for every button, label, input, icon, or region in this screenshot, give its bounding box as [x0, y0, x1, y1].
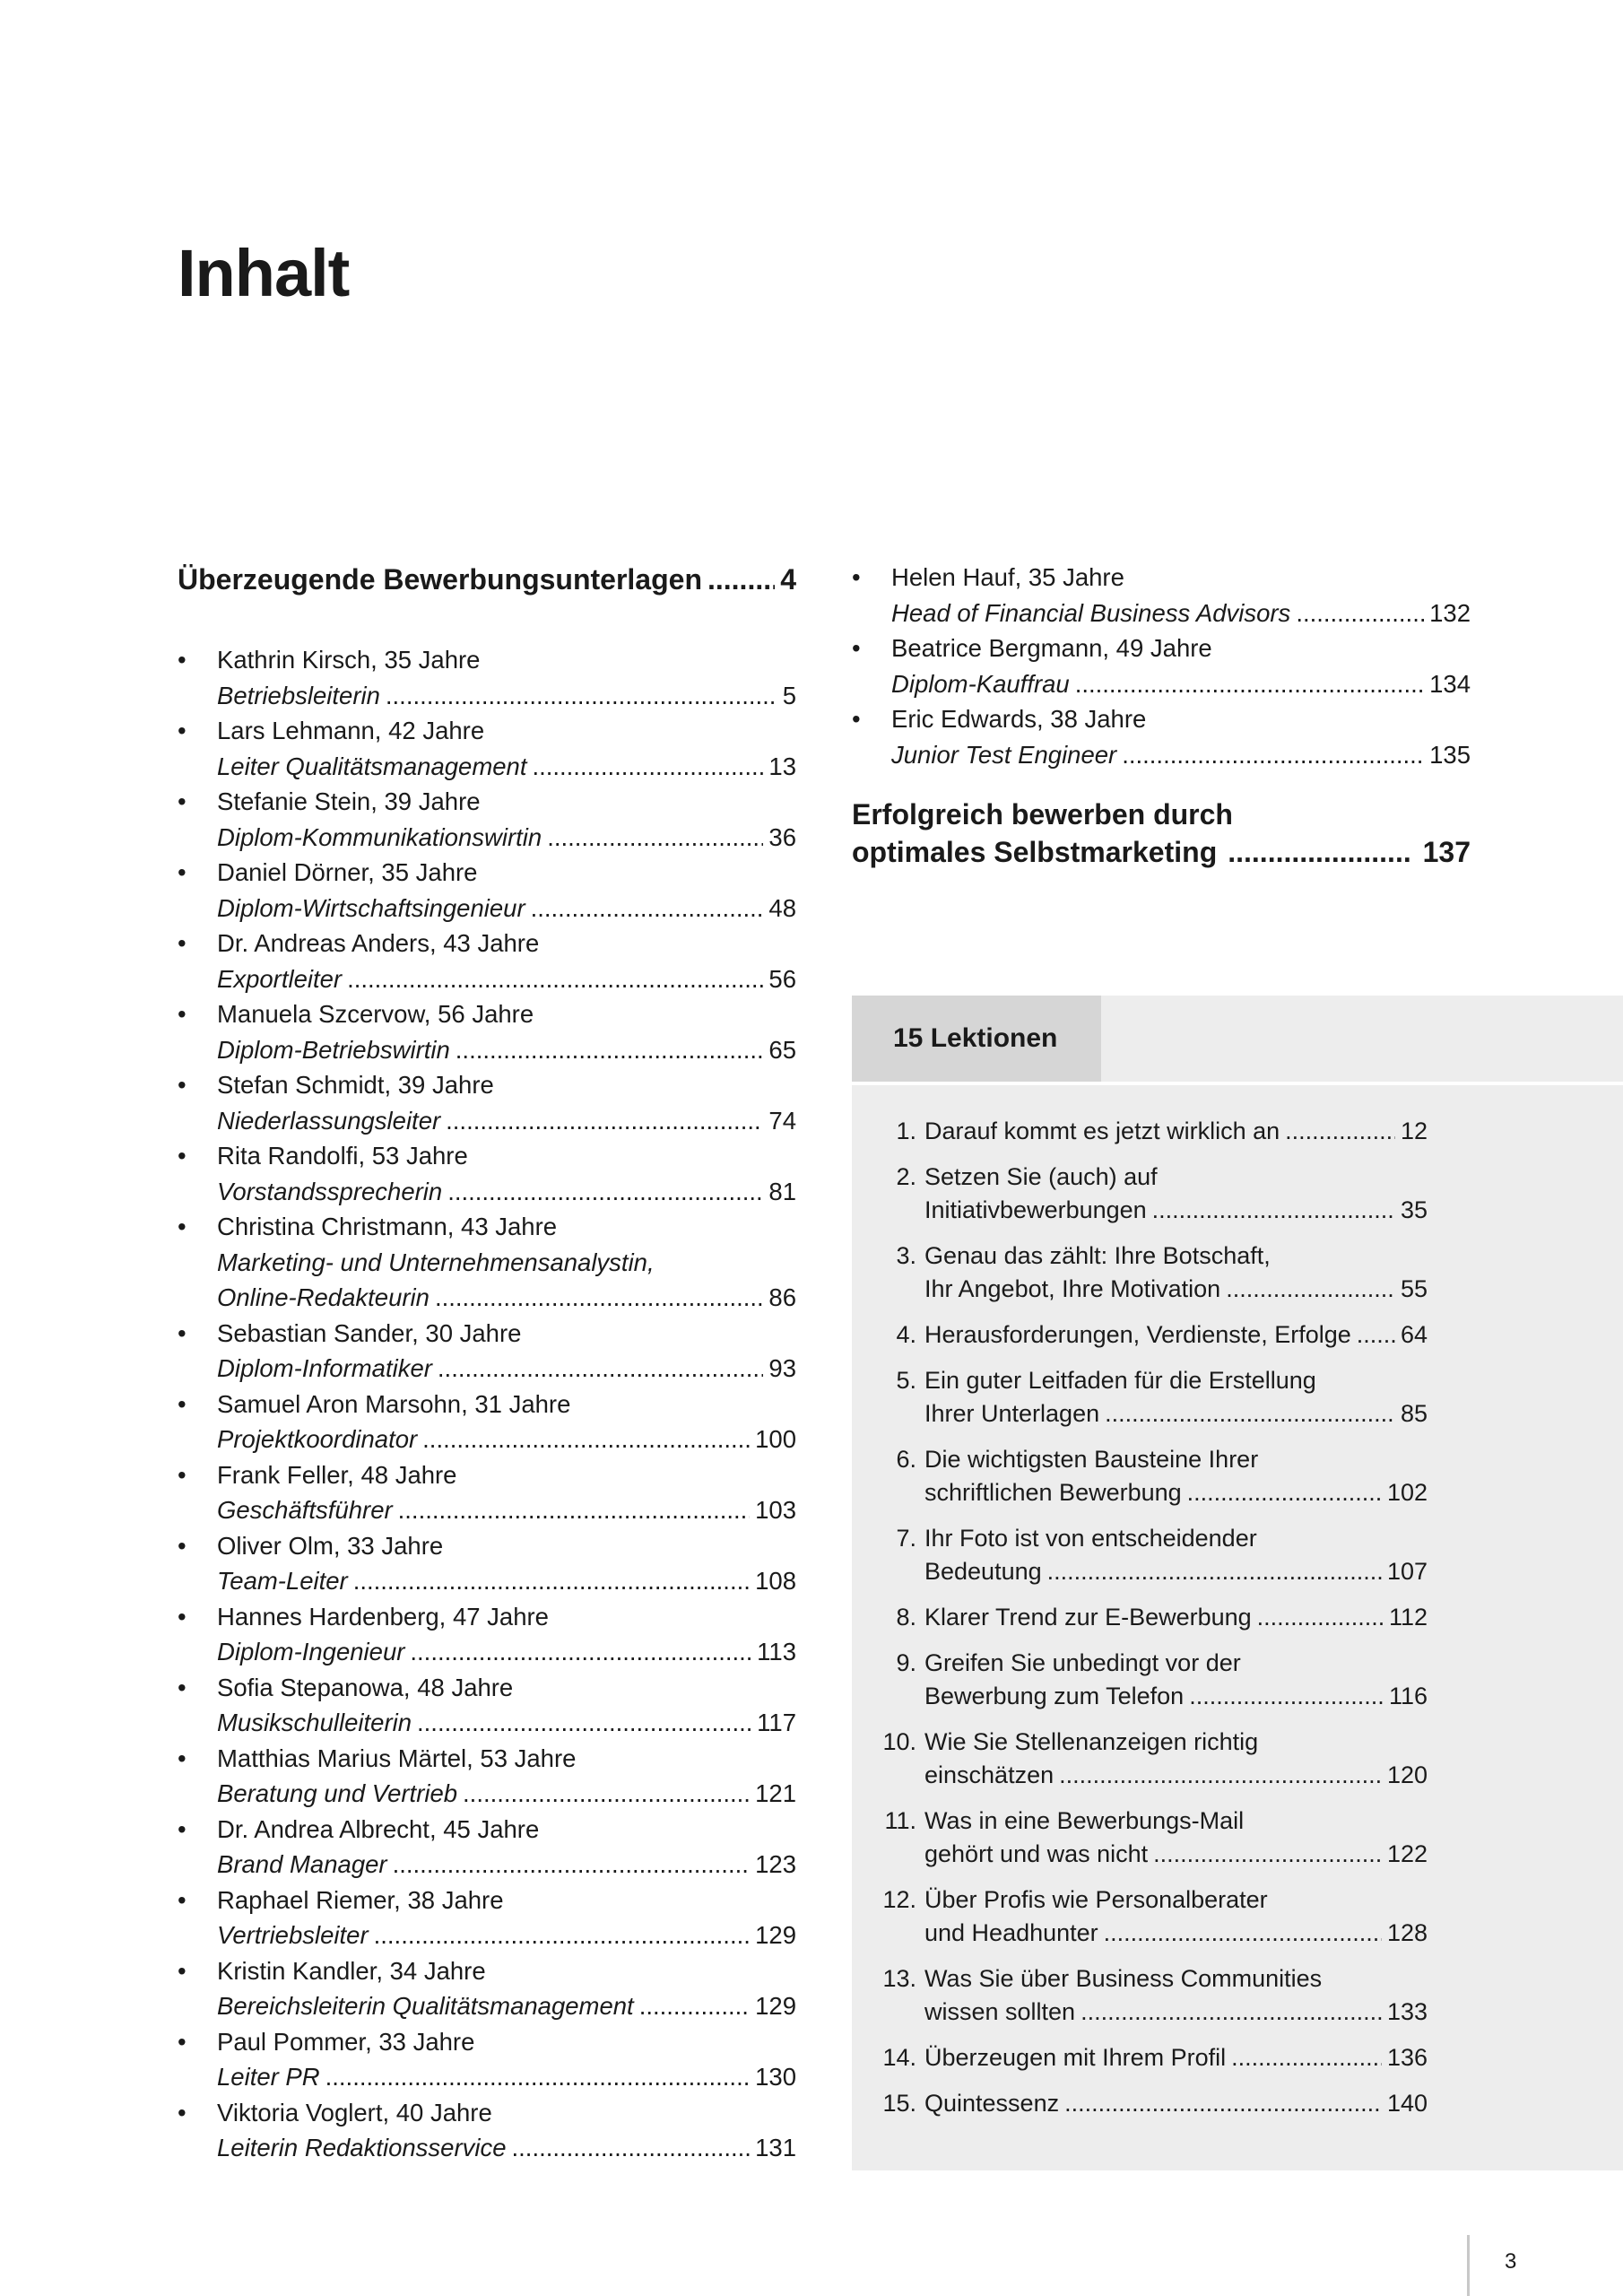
toc-entry[interactable]: [178, 642, 796, 713]
entry-role-row: [217, 1563, 796, 1599]
toc-entry[interactable]: [178, 1812, 796, 1883]
bullet-icon: •: [178, 2098, 187, 2126]
dot-leader: [463, 1776, 750, 1812]
toc-entry[interactable]: [178, 926, 796, 996]
entry-role: Musikschulleiterin: [217, 1709, 412, 1736]
lesson-title-line: Greifen Sie unbedingt vor der: [924, 1649, 1241, 1676]
lesson-title-row: [924, 1996, 1428, 2029]
lesson-page: 140: [1386, 2090, 1428, 2117]
footer-divider: [1467, 2235, 1470, 2296]
entry-role-row: [217, 678, 796, 714]
entry-list-continued: [852, 560, 1471, 772]
lesson-item[interactable]: [872, 1805, 1428, 1871]
lesson-title: Darauf kommt es jetzt wirklich an: [924, 1118, 1280, 1144]
lesson-number: 4.: [896, 1321, 916, 1348]
lesson-item[interactable]: [872, 1962, 1428, 2029]
toc-entry[interactable]: [178, 1067, 796, 1138]
lesson-item[interactable]: [872, 2041, 1428, 2074]
entry-role: Diplom-Informatiker: [217, 1354, 432, 1382]
entry-name: Kathrin Kirsch, 35 Jahre: [217, 646, 481, 674]
lesson-page: 116: [1388, 1683, 1428, 1709]
entry-name: Frank Feller, 48 Jahre: [217, 1460, 457, 1489]
toc-entry[interactable]: [178, 855, 796, 926]
entry-name: Eric Edwards, 38 Jahre: [891, 705, 1147, 733]
entry-page: 117: [757, 1709, 796, 1736]
entry-role: Niederlassungsleiter: [217, 1106, 441, 1135]
lesson-page: 112: [1388, 1604, 1428, 1631]
entry-role-row: [891, 596, 1471, 631]
lesson-item[interactable]: [872, 1318, 1428, 1352]
dot-leader: [398, 1492, 750, 1528]
entry-name: Manuela Szcervow, 56 Jahre: [217, 1000, 534, 1028]
toc-entry[interactable]: [178, 1599, 796, 1670]
lesson-title: Bedeutung: [924, 1558, 1042, 1585]
bullet-icon: •: [178, 1744, 187, 1772]
dot-leader: [1104, 1917, 1382, 1950]
lesson-title-line: Setzen Sie (auch) auf: [924, 1163, 1158, 1190]
lesson-number: 11.: [884, 1807, 916, 1834]
entry-role-row: [217, 1422, 796, 1457]
lesson-item[interactable]: [872, 1364, 1428, 1431]
lesson-title-row: [924, 2087, 1428, 2120]
entry-role-line: Marketing- und Unternehmensanalystin,: [217, 1248, 655, 1276]
dot-leader: [374, 1918, 750, 1953]
toc-entry[interactable]: [178, 713, 796, 784]
lesson-title: schriftlichen Bewerbung: [924, 1479, 1182, 1506]
bullet-icon: •: [178, 1389, 187, 1418]
bullet-icon: •: [178, 929, 187, 957]
entry-role: Head of Financial Business Advisors: [891, 598, 1291, 627]
dot-leader: [435, 1280, 763, 1316]
lesson-title: Überzeugen mit Ihrem Profil: [924, 2044, 1227, 2071]
bullet-icon: •: [178, 1000, 187, 1028]
dot-leader: [1296, 596, 1424, 631]
entry-page: 100: [755, 1425, 796, 1453]
dot-leader: [422, 1422, 750, 1457]
entry-name: Stefanie Stein, 39 Jahre: [217, 787, 481, 815]
lesson-number: 1.: [896, 1118, 916, 1144]
lesson-page: 85: [1400, 1400, 1428, 1427]
lesson-number: 5.: [896, 1367, 916, 1394]
entry-name: Paul Pommer, 33 Jahre: [217, 2027, 475, 2056]
dot-leader: [456, 1032, 764, 1068]
dot-leader: [1105, 1397, 1395, 1431]
toc-entry[interactable]: [852, 560, 1471, 631]
entry-page: 74: [768, 1106, 796, 1135]
bullet-icon: •: [178, 717, 187, 744]
entry-page: 129: [755, 1921, 796, 1949]
lesson-item[interactable]: [872, 2087, 1428, 2120]
entry-role: Betriebsleiterin: [217, 681, 380, 709]
dot-leader: [1231, 2041, 1382, 2074]
entry-name: Oliver Olm, 33 Jahre: [217, 1531, 444, 1560]
entry-page: 36: [768, 822, 796, 851]
lesson-title-line: Ihr Foto ist von entscheidender: [924, 1525, 1257, 1552]
lesson-number: 10.: [882, 1728, 916, 1755]
entry-role: Diplom-Ingenieur: [217, 1638, 405, 1665]
entry-page: 103: [755, 1496, 796, 1524]
dot-leader: [1357, 1318, 1395, 1352]
entry-name: Sebastian Sander, 30 Jahre: [217, 1318, 522, 1347]
lesson-page: 102: [1386, 1479, 1428, 1506]
bullet-icon: •: [178, 2027, 187, 2056]
entry-page: 129: [755, 1992, 796, 2020]
lesson-number: 8.: [896, 1604, 916, 1631]
dot-leader: [1152, 1194, 1395, 1227]
entry-role: Beratung und Vertrieb: [217, 1779, 458, 1807]
lesson-title-line: Über Profis wie Personalberater: [924, 1886, 1268, 1913]
toc-entry[interactable]: [178, 1209, 796, 1316]
lesson-number: 12.: [882, 1886, 916, 1913]
entry-role: Leiter PR: [217, 2063, 320, 2091]
toc-entry[interactable]: [852, 701, 1471, 772]
dot-leader: [438, 1351, 763, 1387]
entry-role: Junior Test Engineer: [891, 740, 1117, 769]
dot-leader: [446, 1103, 763, 1139]
dot-leader: [531, 891, 764, 926]
dot-leader: [1153, 1838, 1382, 1871]
dot-leader: [1081, 1996, 1382, 2029]
lesson-title-line: Ein guter Leitfaden für die Erstellung: [924, 1367, 1316, 1394]
bullet-icon: •: [178, 1460, 187, 1489]
entry-role: Diplom-Betriebswirtin: [217, 1035, 450, 1064]
lesson-page: 122: [1386, 1840, 1428, 1867]
bullet-icon: •: [852, 563, 861, 591]
toc-entry[interactable]: [178, 996, 796, 1067]
entry-name: Lars Lehmann, 42 Jahre: [217, 717, 485, 744]
dot-leader: [325, 2059, 750, 2095]
entry-page: 13: [768, 752, 796, 780]
lesson-item[interactable]: [872, 1239, 1428, 1306]
entry-role-row: [217, 961, 796, 997]
entry-page: 135: [1429, 740, 1471, 769]
lesson-title: Ihr Angebot, Ihre Motivation: [924, 1275, 1221, 1302]
bullet-icon: •: [178, 1531, 187, 1560]
dot-leader: [707, 560, 775, 599]
lesson-title-row: [924, 1194, 1428, 1227]
toc-entry[interactable]: [178, 1953, 796, 2024]
page-title: Inhalt: [178, 236, 350, 310]
lesson-item[interactable]: [872, 1647, 1428, 1713]
lesson-title-line: Was Sie über Business Communities: [924, 1965, 1323, 1992]
entry-role: Diplom-Wirtschaftsingenieur: [217, 893, 525, 922]
bullet-icon: •: [178, 1318, 187, 1347]
entry-role: Geschäftsführer: [217, 1496, 393, 1524]
entry-role-row: [217, 1634, 796, 1670]
entry-role-row: [217, 1776, 796, 1812]
section-heading-bewerbungsunterlagen[interactable]: [178, 560, 796, 599]
dot-leader: [1064, 2087, 1382, 2120]
entry-role-row: [891, 737, 1471, 773]
entry-name: Raphael Riemer, 38 Jahre: [217, 1885, 504, 1914]
bullet-icon: •: [178, 1213, 187, 1240]
dot-leader: [1047, 1555, 1382, 1588]
entry-role: Leiterin Redaktionsservice: [217, 2134, 507, 2161]
lesson-title: Herausforderungen, Verdienste, Erfolge: [924, 1321, 1351, 1348]
entry-page: 86: [768, 1283, 796, 1311]
dot-leader: [1059, 1759, 1382, 1792]
lesson-title: gehört und was nicht: [924, 1840, 1149, 1867]
toc-right-column: [852, 560, 1471, 871]
toc-entry[interactable]: [178, 1316, 796, 1387]
lesson-item[interactable]: [872, 1726, 1428, 1792]
lesson-page: 107: [1386, 1558, 1428, 1585]
entry-name: Beatrice Bergmann, 49 Jahre: [891, 634, 1212, 662]
toc-entry[interactable]: [178, 2095, 796, 2166]
toc-entry[interactable]: [852, 631, 1471, 701]
lesson-number: 3.: [896, 1242, 916, 1269]
lessons-divider: [852, 1082, 1623, 1085]
entry-role: Exportleiter: [217, 964, 343, 993]
entry-role-row: [217, 891, 796, 926]
dot-leader: [410, 1634, 751, 1670]
dot-leader: [1122, 737, 1424, 773]
entry-page: 81: [768, 1177, 796, 1205]
lesson-number: 15.: [882, 2090, 916, 2117]
entry-role: Online-Redakteurin: [217, 1283, 430, 1311]
lesson-title-row: [924, 1273, 1428, 1306]
entry-name: Daniel Dörner, 35 Jahre: [217, 858, 478, 886]
entry-role-row: [217, 1174, 796, 1210]
lesson-title: und Headhunter: [924, 1919, 1098, 1946]
entry-role-row: [217, 1103, 796, 1139]
entry-role-row: [217, 2130, 796, 2166]
entry-role: Vertriebsleiter: [217, 1921, 369, 1949]
lesson-item[interactable]: [872, 1883, 1428, 1950]
entry-role: Bereichsleiterin Qualitätsmanagement: [217, 1992, 634, 2020]
lesson-page: 133: [1386, 1998, 1428, 2025]
entry-name: Viktoria Voglert, 40 Jahre: [217, 2098, 492, 2126]
entry-role: Leiter Qualitätsmanagement: [217, 752, 527, 780]
entry-role-row: [217, 1847, 796, 1883]
toc-entry[interactable]: [178, 1457, 796, 1528]
section-heading-label: Überzeugende Bewerbungsunterlagen: [178, 563, 702, 596]
entry-role-row: [217, 2059, 796, 2095]
section-heading-line1: Erfolgreich bewerben durch: [852, 798, 1233, 831]
lesson-number: 14.: [882, 2044, 916, 2071]
entry-role-row: [217, 1032, 796, 1068]
entry-page: 65: [768, 1035, 796, 1064]
entry-page: 113: [757, 1638, 796, 1665]
toc-entry[interactable]: [178, 1883, 796, 1953]
lesson-title-line: Was in eine Bewerbungs-Mail: [924, 1807, 1245, 1834]
toc-entry[interactable]: [178, 1528, 796, 1599]
toc-entry[interactable]: [178, 784, 796, 855]
lesson-title-line: Genau das zählt: Ihre Botschaft,: [924, 1242, 1271, 1269]
lesson-title-row: [924, 1318, 1428, 1352]
bullet-icon: •: [852, 634, 861, 662]
section-heading-page: 137: [1422, 836, 1471, 868]
entry-page: 132: [1429, 598, 1471, 627]
dot-leader: [1226, 1273, 1395, 1306]
lesson-title-row: [924, 1680, 1428, 1713]
lesson-title-row: [924, 1917, 1428, 1950]
entry-name: Dr. Andreas Anders, 43 Jahre: [217, 929, 540, 957]
entry-page: 123: [755, 1850, 796, 1878]
lesson-item[interactable]: [872, 1601, 1428, 1634]
dot-leader: [532, 749, 763, 785]
lesson-title: einschätzen: [924, 1761, 1055, 1788]
dot-leader: [1228, 833, 1411, 871]
lesson-title-row: [924, 1115, 1428, 1148]
entry-role-row: [217, 1351, 796, 1387]
entry-name: Dr. Andrea Albrecht, 45 Jahre: [217, 1814, 540, 1843]
dot-leader: [1187, 1476, 1382, 1509]
lessons-tab: 15 Lektionen: [852, 996, 1101, 1082]
entry-page: 130: [755, 2063, 796, 2091]
lesson-page: 12: [1400, 1118, 1428, 1144]
entry-page: 48: [768, 893, 796, 922]
entry-role-row: [217, 1918, 796, 1953]
dot-leader: [353, 1563, 750, 1599]
entry-role: Team-Leiter: [217, 1567, 348, 1595]
bullet-icon: •: [178, 858, 187, 886]
lesson-page: 120: [1386, 1761, 1428, 1788]
lesson-item[interactable]: [872, 1161, 1428, 1227]
lesson-page: 136: [1386, 2044, 1428, 2071]
lesson-title-row: [924, 1476, 1428, 1509]
dot-leader: [547, 820, 763, 856]
bullet-icon: •: [178, 1885, 187, 1914]
entry-list: [178, 642, 796, 2166]
entry-name: Stefan Schmidt, 39 Jahre: [217, 1071, 494, 1099]
dot-leader: [1189, 1680, 1384, 1713]
lesson-number: 2.: [896, 1163, 916, 1190]
entry-page: 56: [768, 964, 796, 993]
bullet-icon: •: [178, 1814, 187, 1843]
lesson-title-row: [924, 1397, 1428, 1431]
entry-page: 121: [755, 1779, 796, 1807]
dot-leader: [417, 1705, 751, 1741]
toc-entry[interactable]: [178, 1670, 796, 1741]
entry-page: 5: [782, 681, 796, 709]
entry-name: Matthias Marius Märtel, 53 Jahre: [217, 1744, 577, 1772]
dot-leader: [1257, 1601, 1384, 1634]
toc-entry[interactable]: [178, 1138, 796, 1209]
lesson-number: 13.: [882, 1965, 916, 1992]
page-number: 3: [1505, 2249, 1517, 2274]
entry-name: Sofia Stepanowa, 48 Jahre: [217, 1673, 514, 1701]
toc-entry[interactable]: [178, 1741, 796, 1812]
lesson-page: 64: [1400, 1321, 1428, 1348]
lesson-page: 55: [1400, 1275, 1428, 1302]
lesson-item[interactable]: [872, 1443, 1428, 1509]
entry-name: Rita Randolfi, 53 Jahre: [217, 1142, 468, 1170]
entry-name: Samuel Aron Marsohn, 31 Jahre: [217, 1389, 571, 1418]
lesson-title-row: [924, 2041, 1428, 2074]
lesson-number: 9.: [896, 1649, 916, 1676]
entry-role-row: [217, 749, 796, 785]
entry-page: 134: [1429, 669, 1471, 698]
dot-leader: [393, 1847, 751, 1883]
lesson-title: Quintessenz: [924, 2090, 1060, 2117]
entry-role: Vorstandssprecherin: [217, 1177, 443, 1205]
lesson-number: 6.: [896, 1446, 916, 1473]
lesson-number: 7.: [896, 1525, 916, 1552]
entry-name: Christina Christmann, 43 Jahre: [217, 1213, 558, 1240]
bullet-icon: •: [178, 1071, 187, 1099]
lesson-title: Bewerbung zum Telefon: [924, 1683, 1185, 1709]
bullet-icon: •: [178, 1602, 187, 1631]
lesson-title-row: [924, 1838, 1428, 1871]
lesson-title: Ihrer Unterlagen: [924, 1400, 1100, 1427]
lesson-page: 35: [1400, 1196, 1428, 1223]
entry-role: Diplom-Kauffrau: [891, 669, 1070, 698]
bullet-icon: •: [178, 1673, 187, 1701]
entry-page: 93: [768, 1354, 796, 1382]
dot-leader: [447, 1174, 763, 1210]
lesson-page: 128: [1386, 1919, 1428, 1946]
dot-leader: [347, 961, 763, 997]
toc-entry[interactable]: [178, 2024, 796, 2095]
lesson-title-row: [924, 1555, 1428, 1588]
lesson-title: wissen sollten: [924, 1998, 1076, 2025]
entry-role-row: [217, 1492, 796, 1528]
section-heading-line2: optimales Selbstmarketing: [852, 836, 1218, 868]
entry-role-row: [217, 1705, 796, 1741]
bullet-icon: •: [178, 787, 187, 815]
section-heading-selbstmarketing[interactable]: [852, 796, 1471, 871]
entry-role-row: [217, 820, 796, 856]
lessons-box: [852, 996, 1623, 2170]
lesson-title: Klarer Trend zur E-Bewerbung: [924, 1604, 1252, 1631]
lesson-title: Initiativbewerbungen: [924, 1196, 1147, 1223]
bullet-icon: •: [178, 646, 187, 674]
bullet-icon: •: [178, 1142, 187, 1170]
entry-name: Kristin Kandler, 34 Jahre: [217, 1956, 486, 1985]
lessons-list: [872, 1115, 1428, 2133]
bullet-icon: •: [852, 705, 861, 733]
bullet-icon: •: [178, 1956, 187, 1985]
entry-page: 131: [755, 2134, 796, 2161]
dot-leader: [1075, 666, 1424, 702]
entry-role-row: [217, 1988, 796, 2024]
dot-leader: [386, 678, 777, 714]
entry-role: Projektkoordinator: [217, 1425, 418, 1453]
entry-role-row: [891, 666, 1471, 702]
dot-leader: [512, 2130, 751, 2166]
entry-page: 108: [755, 1567, 796, 1595]
toc-left-column: [178, 560, 796, 2166]
entry-name: Helen Hauf, 35 Jahre: [891, 563, 1124, 591]
dot-leader: [1285, 1115, 1395, 1148]
lesson-item[interactable]: [872, 1115, 1428, 1148]
entry-role: Diplom-Kommunikationswirtin: [217, 822, 542, 851]
lesson-title-row: [924, 1759, 1428, 1792]
entry-role: Brand Manager: [217, 1850, 387, 1878]
section-heading-page: 4: [780, 563, 796, 596]
lesson-title-row: [924, 1601, 1428, 1634]
entry-role-row: [217, 1280, 796, 1316]
toc-entry[interactable]: [178, 1387, 796, 1457]
dot-leader: [639, 1988, 750, 2024]
entry-name: Hannes Hardenberg, 47 Jahre: [217, 1602, 549, 1631]
lesson-title-line: Wie Sie Stellenanzeigen richtig: [924, 1728, 1259, 1755]
lesson-item[interactable]: [872, 1522, 1428, 1588]
lesson-title-line: Die wichtigsten Bausteine Ihrer: [924, 1446, 1259, 1473]
